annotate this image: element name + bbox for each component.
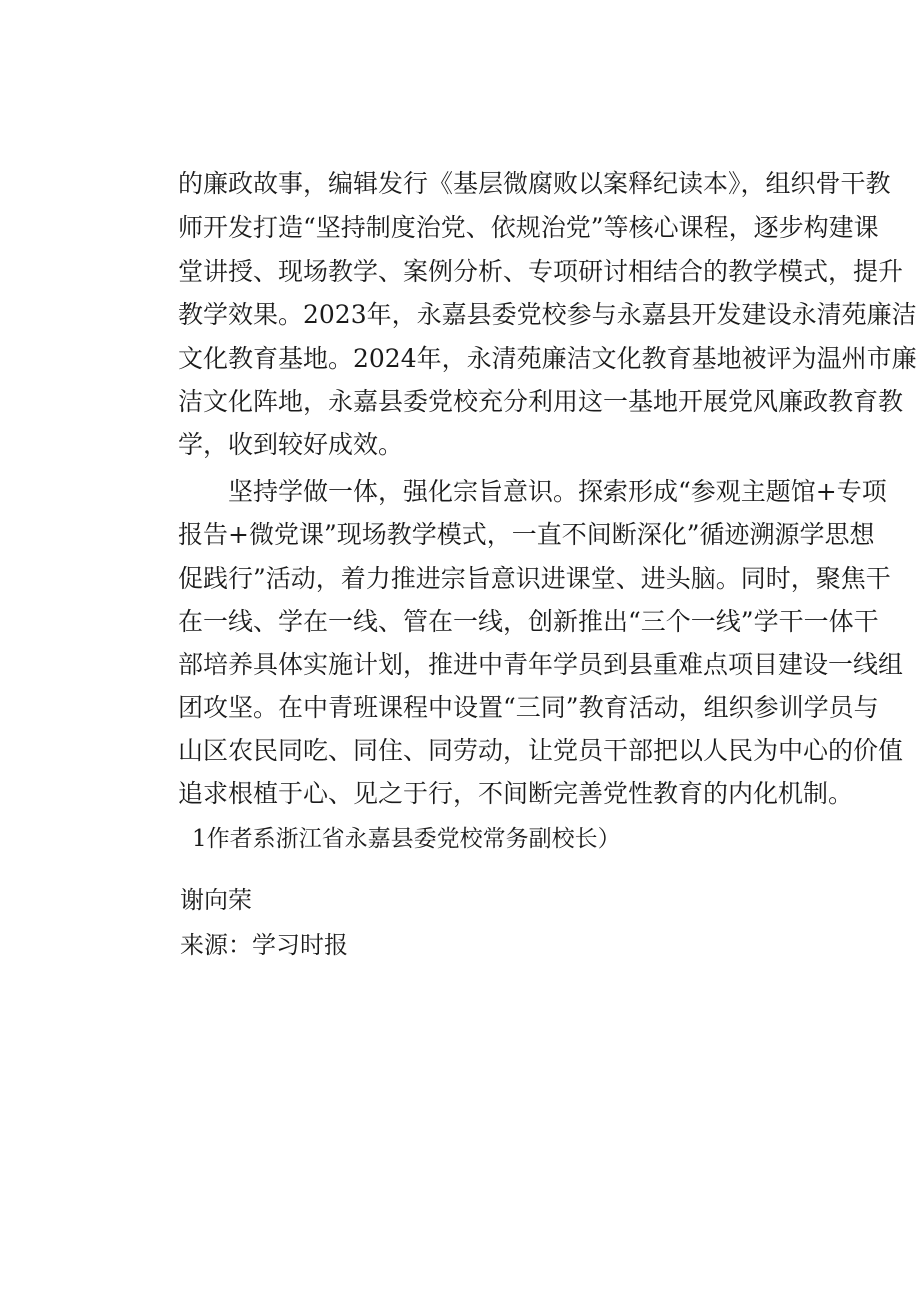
paragraph-line: 的廉政故事，编辑发行《基层微腐败以案释纪读本》，组织骨干教 xyxy=(178,169,891,198)
paragraph-line: 团攻坚。在中青班课程中设置“三同”教育活动，组织参训学员与 xyxy=(178,693,879,722)
paragraph-line: 坚持学做一体，强化宗旨意识。探索形成“参观主题馆+专项 xyxy=(178,477,887,506)
paragraph-line: 洁文化阵地，永嘉县委党校充分利用这一基地开展党风廉政教育教 xyxy=(178,387,904,416)
paragraph-line: 山区农民同吃、同住、同劳动，让党员干部把以人民为中心的价值 xyxy=(178,736,904,765)
paragraph-line: 在一线、学在一线、管在一线，创新推出“三个一线”学干一体干 xyxy=(178,607,879,636)
paragraph-line: 文化教育基地。2024年，永清苑廉洁文化教育基地被评为温州市廉 xyxy=(178,344,917,373)
paragraph-line: 堂讲授、现场教学、案例分析、专项研讨相结合的教学模式，提升 xyxy=(178,257,904,286)
paragraph-line: 追求根植于心、见之于行，不间断完善党性教育的内化机制。 xyxy=(178,779,854,808)
author-note: 1作者系浙江省永嘉县委党校常务副校长） xyxy=(192,826,621,852)
paragraph-line: 教学效果。2023年，永嘉县委党校参与永嘉县开发建设永清苑廉洁 xyxy=(178,300,917,329)
paragraph-line: 报告+微党课”现场教学模式，一直不间断深化”循迹溯源学思想 xyxy=(178,520,875,549)
source-line: 来源：学习时报 xyxy=(180,931,348,959)
paragraph-line: 学，收到较好成效。 xyxy=(178,430,404,459)
paragraph-line: 师开发打造“坚持制度治党、依规治党”等核心课程，逐步构建课 xyxy=(178,213,879,242)
paragraph-line: 促践行”活动，着力推进宗旨意识进课堂、进头脑。同时，聚焦干 xyxy=(178,564,891,593)
author-name: 谢向荣 xyxy=(180,886,252,914)
paragraph-line: 部培养具体实施计划，推进中青年学员到县重难点项目建设一线组 xyxy=(178,650,904,679)
